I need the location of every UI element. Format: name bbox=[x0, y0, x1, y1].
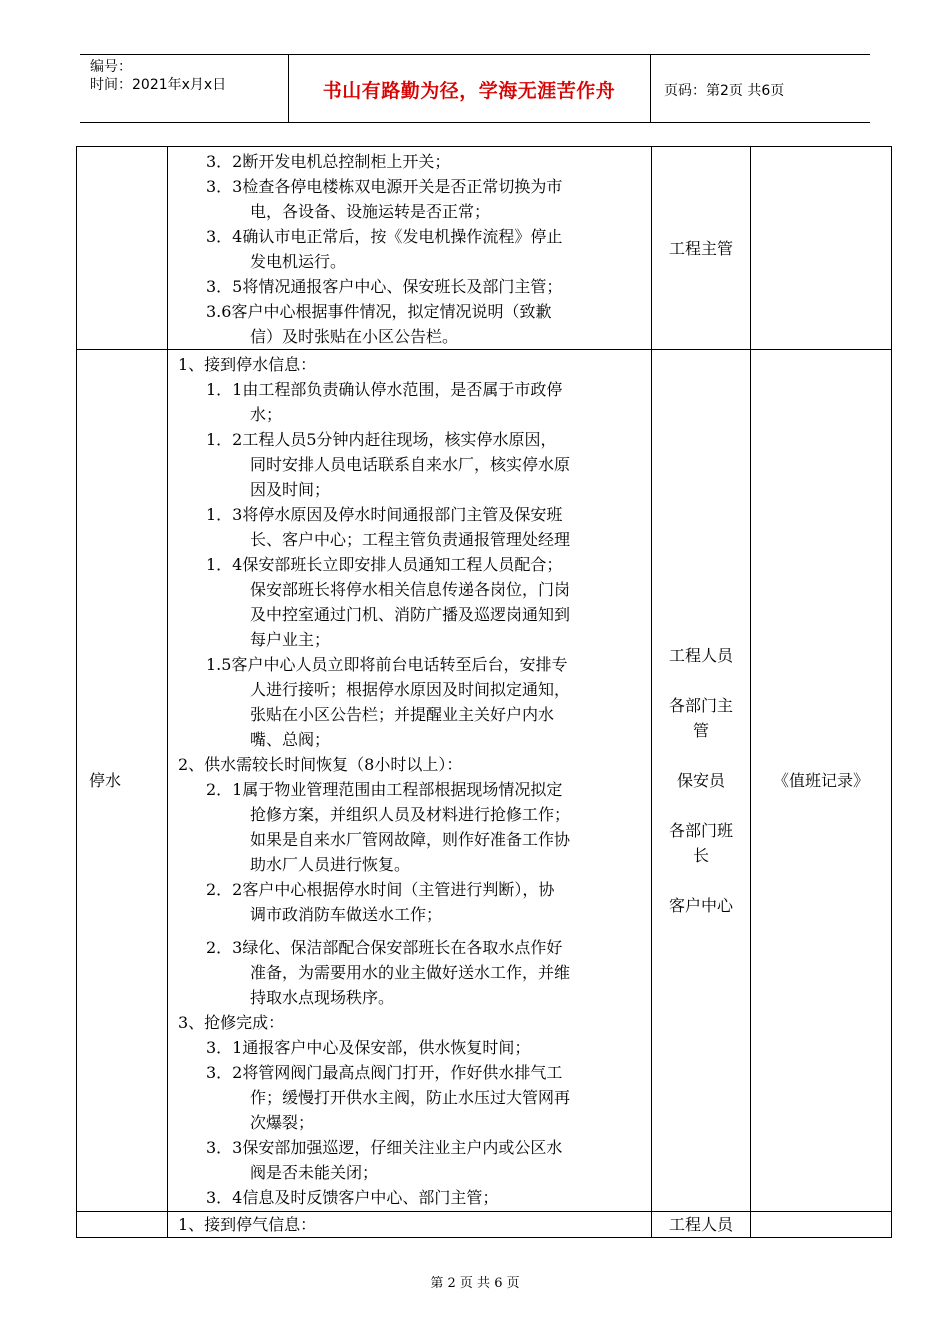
procedure-line: 调市政消防车做送水工作； bbox=[250, 905, 443, 924]
procedure-line: 3．5将情况通报客户中心、保安班长及部门主管； bbox=[206, 277, 563, 296]
procedure-line: 每户业主； bbox=[250, 630, 331, 649]
procedure-cell bbox=[168, 350, 652, 1212]
procedure-line: 信）及时张贴在小区公告栏。 bbox=[250, 327, 459, 346]
procedure-line: 如果是自来水厂管网故障，则作好准备工作协 bbox=[250, 830, 571, 849]
record-cell bbox=[751, 147, 892, 350]
record-cell bbox=[751, 350, 892, 1212]
procedure-line: 电，各设备、设施运转是否正常； bbox=[250, 202, 491, 221]
header-meta bbox=[90, 58, 226, 94]
procedure-line: 2．1属于物业管理范围由工程部根据现场情况拟定 bbox=[206, 780, 563, 799]
responsible-label: 工程主管 bbox=[668, 238, 733, 258]
category-cell bbox=[77, 350, 168, 1212]
procedure-line: 嘴、总阀； bbox=[250, 730, 331, 749]
responsible-label: 工程人员 bbox=[668, 1215, 733, 1234]
responsible-label: 工程人员 bbox=[668, 646, 733, 665]
footer-page-number: 第 2 页 共 6 页 bbox=[430, 1276, 520, 1291]
responsible-label: 长 bbox=[692, 846, 709, 865]
procedure-line: 1．1由工程部负责确认停水范围，是否属于市政停 bbox=[206, 380, 563, 399]
doc-time-label: 时间：2021年x月x日 bbox=[90, 77, 227, 93]
procedure-line: 3．3保安部加强巡逻，仔细关注业主户内或公区水 bbox=[206, 1138, 563, 1157]
page-footer bbox=[0, 1272, 950, 1291]
header-motto: 书山有路勤为径，学海无涯苦作舟 bbox=[322, 80, 616, 102]
table-row bbox=[77, 350, 892, 1212]
responsible-label: 保安员 bbox=[676, 771, 725, 790]
header-bottom-rule bbox=[80, 122, 870, 123]
procedure-line: 3．2断开发电机总控制柜上开关； bbox=[206, 152, 451, 171]
category-label: 停水 bbox=[89, 771, 122, 790]
procedure-line: 长、客户中心；工程主管负责通报管理处经理 bbox=[250, 530, 571, 549]
procedure-line: 2．2客户中心根据停水时间（主管进行判断），协 bbox=[206, 880, 555, 899]
record-label: 《值班记录》 bbox=[772, 771, 869, 790]
procedure-line: 1．2工程人员5分钟内赶往现场，核实停水原因， bbox=[206, 430, 557, 449]
procedure-line: 作；缓慢打开供水主阀，防止水压过大管网再 bbox=[250, 1088, 571, 1107]
responsible-label: 各部门班 bbox=[668, 821, 733, 840]
header-page-number: 页码：第2页 共6页 bbox=[664, 83, 785, 99]
category-cell bbox=[77, 147, 168, 350]
procedure-line: 张贴在小区公告栏；并提醒业主关好户内水 bbox=[250, 705, 555, 724]
procedure-line: 持取水点现场秩序。 bbox=[250, 988, 395, 1007]
category-cell bbox=[77, 1212, 168, 1238]
procedure-line: 3．4确认市电正常后，按《发电机操作流程》停止 bbox=[206, 227, 563, 246]
procedure-line: 抢修方案，并组织人员及材料进行抢修工作； bbox=[250, 805, 571, 824]
responsible-cell bbox=[652, 1212, 751, 1238]
procedure-line: 阀是否未能关闭； bbox=[250, 1163, 379, 1182]
table-row bbox=[77, 147, 892, 350]
procedure-cell bbox=[168, 147, 652, 350]
table-row bbox=[77, 1212, 892, 1238]
section-heading: 2、供水需较长时间恢复（8小时以上）： bbox=[178, 755, 463, 774]
procedure-line: 3．2将管网阀门最高点阀门打开，作好供水排气工 bbox=[206, 1063, 563, 1082]
procedure-line: 次爆裂； bbox=[250, 1113, 315, 1132]
section-heading: 1、接到停水信息： bbox=[178, 355, 317, 374]
procedure-line: 3．3检查各停电楼栋双电源开关是否正常切换为市 bbox=[206, 177, 563, 196]
responsible-label: 客户中心 bbox=[668, 896, 733, 915]
procedure-line: 及中控室通过门机、消防广播及巡逻岗通知到 bbox=[250, 605, 571, 624]
procedure-line: 助水厂人员进行恢复。 bbox=[250, 855, 411, 874]
procedure-table bbox=[76, 146, 892, 1238]
header-top-rule bbox=[80, 54, 870, 55]
procedure-line: 发电机运行。 bbox=[250, 252, 347, 271]
responsible-label: 各部门主 bbox=[668, 696, 733, 715]
procedure-line: 1.5客户中心人员立即将前台电话转至后台，安排专 bbox=[206, 655, 568, 674]
procedure-line: 3.6客户中心根据事件情况，拟定情况说明（致歉 bbox=[206, 302, 552, 321]
responsible-label: 管 bbox=[692, 721, 709, 740]
procedure-cell bbox=[168, 1212, 652, 1238]
doc-number-label: 编号： bbox=[90, 59, 132, 75]
procedure-line: 水； bbox=[250, 405, 283, 424]
procedure-line: 1．4保安部班长立即安排人员通知工程人员配合； bbox=[206, 555, 563, 574]
responsible-cell bbox=[652, 147, 751, 350]
procedure-line: 人进行接听；根据停水原因及时间拟定通知， bbox=[250, 680, 571, 699]
procedure-line: 因及时间； bbox=[250, 480, 331, 499]
section-heading: 1、接到停气信息： bbox=[178, 1215, 317, 1234]
procedure-line: 1．3将停水原因及停水时间通报部门主管及保安班 bbox=[206, 505, 563, 524]
record-cell bbox=[751, 1212, 892, 1238]
procedure-line: 2．3绿化、保洁部配合保安部班长在各取水点作好 bbox=[206, 938, 563, 957]
header-divider bbox=[650, 54, 651, 122]
procedure-line: 准备，为需要用水的业主做好送水工作，并维 bbox=[250, 963, 571, 982]
procedure-line: 3．1通报客户中心及保安部，供水恢复时间； bbox=[206, 1038, 531, 1057]
procedure-line: 保安部班长将停水相关信息传递各岗位，门岗 bbox=[250, 580, 571, 599]
procedure-line: 3．4信息及时反馈客户中心、部门主管； bbox=[206, 1188, 499, 1207]
responsible-cell bbox=[652, 350, 751, 1212]
section-heading: 3、抢修完成： bbox=[178, 1013, 285, 1032]
procedure-line: 同时安排人员电话联系自来水厂，核实停水原 bbox=[250, 455, 571, 474]
